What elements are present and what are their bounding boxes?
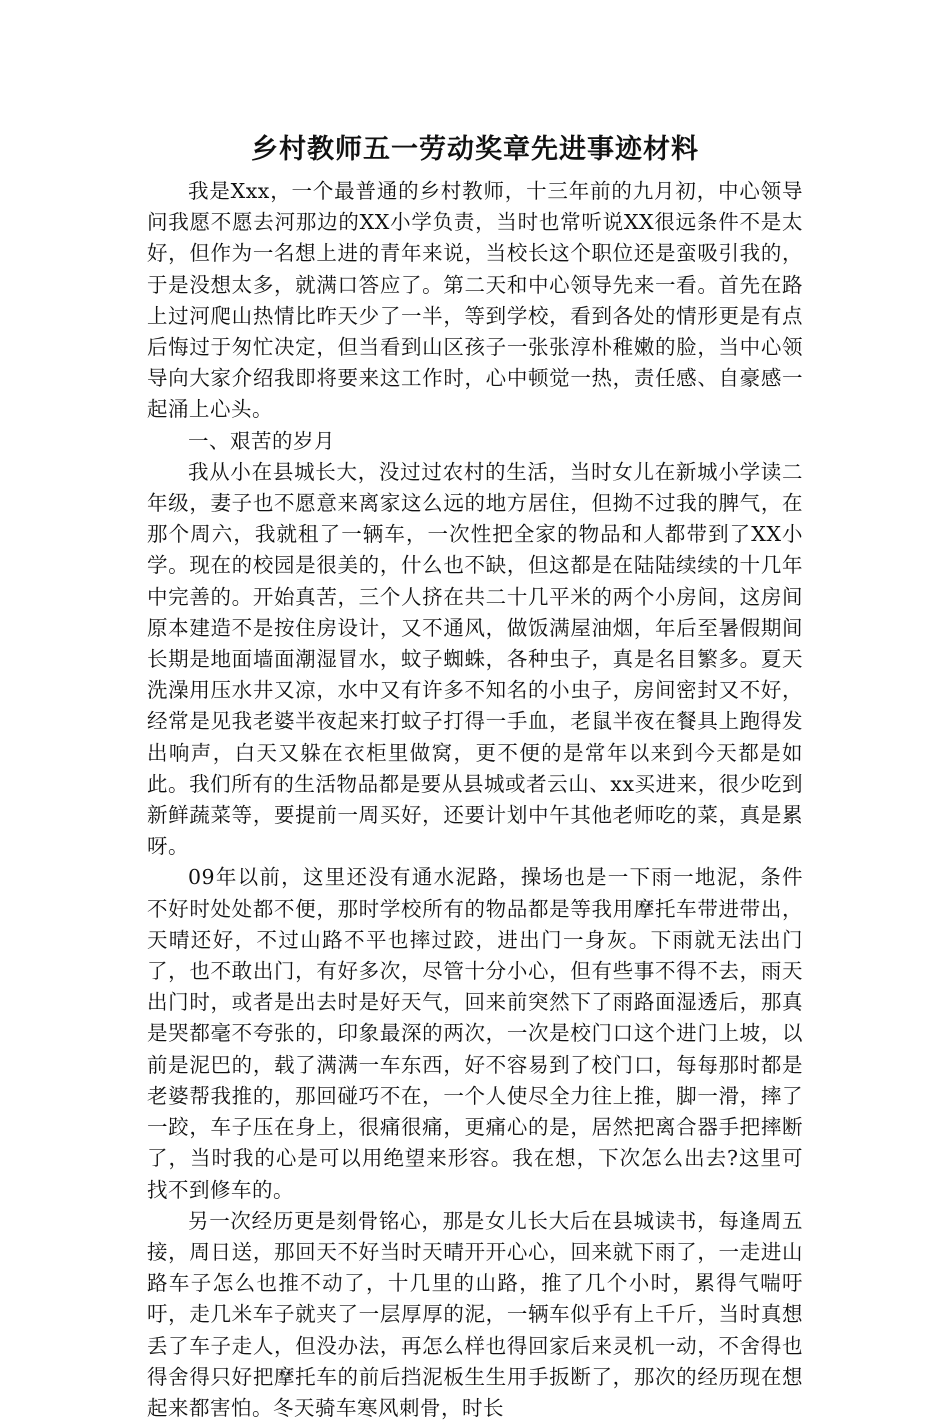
paragraph-hard-years: 我从小在县城长大，没过过农村的生活，当时女儿在新城小学读二年级，妻子也不愿意来离家这么远的地方居住，但拗不过我的脾气，在那个周六，我就租了一辆车，一次性把全家的物品和人都带到了XX小学。现在的校园是很美的，什么也不缺，但这都是在陆陆续续的十几年中完善的。开始真苦，三个人挤在共二十几平米的两个小房间，这房间原本建造不是按住房设计，又不通风，做饭满屋油烟，年后至暑假期间长期是地面墙面潮湿冒水，蚊子蜘蛛，各种虫子，真是名目繁多。夏天洗澡用压水井又凉，水中又有许多不知名的小虫子，房间密封又不好，经常是见我老婆半夜起来打蚊子打得一手血，老鼠半夜在餐具上跑得发出响声，白天又躲在衣柜里做窝，更不便的是常年以来到今天都是如此。我们所有的生活物品都是要从县城或者云山、xx买进来，很少吃到新鲜蔬菜等，要提前一周买好，还要计划中午其他老师吃的菜，真是累呀。: [147, 459, 803, 859]
document-title: 乡村教师五一劳动奖章先进事迹材料: [251, 134, 699, 165]
paragraph-another-experience: 另一次经历更是刻骨铭心，那是女儿长大后在县城读书，每逢周五接，周日送，那回天不好当时天晴开开心心，回来就下雨了，一走进山路车子怎么也推不动了，十几里的山路，推了几个小时，累得气喘吁吁，走几米车子就夹了一层厚厚的泥，一辆车似乎有上千斤，当时真想丢了车子走人，但没办法，再怎么样也得回家后来灵机一动，不舍得也得舍得只好把摩托车的前后挡泥板生生用手扳断了，那次的经历现在想起来都害怕。冬天骑车寒风刺骨，时长: [147, 1208, 803, 1420]
paragraph-road: 09年以前，这里还没有通水泥路，操场也是一下雨一地泥，条件不好时处处都不便，那时学校所有的物品都是等我用摩托车带进带出，天晴还好，不过山路不平也摔过跤，进出门一身灰。下雨就无法出门了，也不敢出门，有好多次，尽管十分小心，但有些事不得不去，雨天出门时，或者是出去时是好天气，回来前突然下了雨路面湿透后，那真是哭都毫不夸张的，印象最深的两次，一次是校门口这个进门上坡，以前是泥巴的，载了满满一车东西，好不容易到了校门口，每每那时都是老婆帮我推的，那回碰巧不在，一个人使尽全力往上推，脚一滑，摔了一跤，车子压在身上，很痛很痛，更痛心的是，居然把离合器手把摔断了，当时我的心是可以用绝望来形容。我在想，下次怎么出去?这里可找不到修车的。: [147, 865, 803, 1202]
paragraph-intro: 我是Xxx，一个最普通的乡村教师，十三年前的九月初，中心领导问我愿不愿去河那边的XX小学负责，当时也常听说XX很远条件不是太好，但作为一名想上进的青年来说，当校长这个职位还是蛮吸引我的，于是没想太多，就满口答应了。第二天和中心领导先来一看。首先在路上过河爬山热情比昨天少了一半，等到学校，看到各处的情形更是有点后悔过于匆忙决定，但当看到山区孩子一张张淳朴稚嫩的脸，当中心领导向大家介绍我即将要来这工作时，心中顿觉一热，责任感、自豪感一起涌上心头。: [147, 179, 803, 422]
section-heading: 一、艰苦的岁月: [188, 428, 335, 453]
